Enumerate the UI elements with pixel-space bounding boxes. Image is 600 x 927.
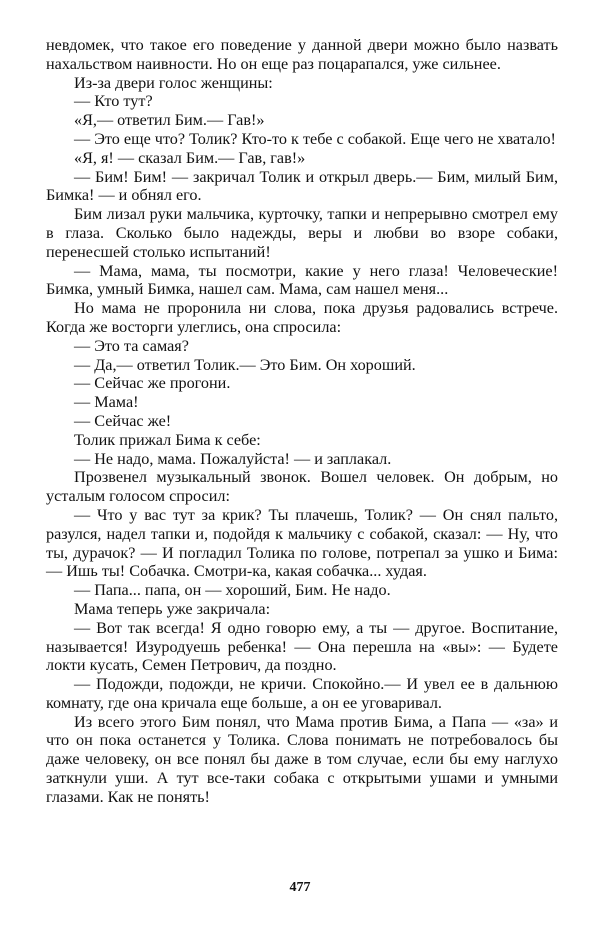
paragraph: — Сейчас же прогони. xyxy=(74,374,231,393)
paragraph: — Не надо, мама. Пожалуйста! — и заплакал. xyxy=(74,449,392,468)
paragraph: «Я,— ответил Бим.— Гав!» xyxy=(74,111,265,130)
paragraph: Из всего этого Бим понял, что Мама против Бима, а Папа — «за» и что он пока останется у Толика. Слова понимать не потребовалось бы даже человеку, он все понял бы даже в том случае, если бы ему наглухо заткнули уши. А тут все-таки собака с открытыми ушами и умными глазами. Как не понять! xyxy=(46,712,558,806)
paragraph: Бим лизал руки мальчика, курточку, тапки и непрерывно смотрел ему в глаза. Сколько было надежды, веры и любви во взоре собаки, перенесшей столько испытаний! xyxy=(46,205,558,261)
paragraph: — Мама! xyxy=(74,393,139,412)
paragraph: Из-за двери голос женщины: xyxy=(74,73,273,92)
paragraph: «Я, я! — сказал Бим.— Гав, гав!» xyxy=(74,148,306,167)
paragraph: — Это та самая? xyxy=(74,336,189,355)
paragraph: Мама теперь уже закричала: xyxy=(74,599,271,618)
paragraph: — Да,— ответил Толик.— Это Бим. Он хороший. xyxy=(74,355,416,374)
page-body xyxy=(46,36,558,807)
paragraph: — Сейчас же! xyxy=(74,411,172,430)
paragraph: Но мама не проронила ни слова, пока друзья радовались встрече. Когда же восторги улеглись, она спросила: xyxy=(46,299,558,336)
paragraph: Прозвенел музыкальный звонок. Вошел человек. Он добрым, но усталым голосом спросил: xyxy=(46,468,558,506)
paragraph: — Что у вас тут за крик? Ты плачешь, Толик? — Он снял пальто, разулся, надел тапки и, подойдя к мальчику с собакой, сказал: — Ну, что ты, дурачок? — И погладил Толика по голове, потрепал за ушко и Бима: — Ишь ты! Собачка. Смотри-ка, какая собачка... худая. xyxy=(46,505,558,581)
paragraph: — Вот так всегда! Я одно говорю ему, а ты — другое. Воспитание, называется! Изуродуешь ребенка! — Она перешла на «вы»: — Будете локти кусать, Семен Петрович, да поздно. xyxy=(46,618,558,675)
paragraph: — Мама, мама, ты посмотри, какие у него глаза! Человеческие! Бимка, умный Бимка, нашел сам. Мама, сам нашел меня... xyxy=(46,261,558,299)
paragraph: — Кто тут? xyxy=(74,92,153,111)
paragraph: невдомек, что такое его поведение у данной двери можно было назвать нахальством наивности. Но он еще раз поцарапался, уже сильнее. xyxy=(46,36,558,73)
paragraph: — Подожди, подожди, не кричи. Спокойно.— И увел ее в дальнюю комнату, где она кричала еще больше, а он ее уговаривал. xyxy=(46,675,558,712)
paragraph: — Папа... папа, он — хороший, Бим. Не надо. xyxy=(74,581,391,600)
paragraph: — Бим! Бим! — закричал Толик и открыл дверь.— Бим, милый Бим, Бимка! — и обнял его. xyxy=(46,167,558,205)
paragraph: — Это еще что? Толик? Кто-то к тебе с собакой. Еще чего не хватало! xyxy=(74,129,556,148)
page-number: 477 xyxy=(289,880,311,895)
paragraph: Толик прижал Бима к себе: xyxy=(74,430,261,449)
